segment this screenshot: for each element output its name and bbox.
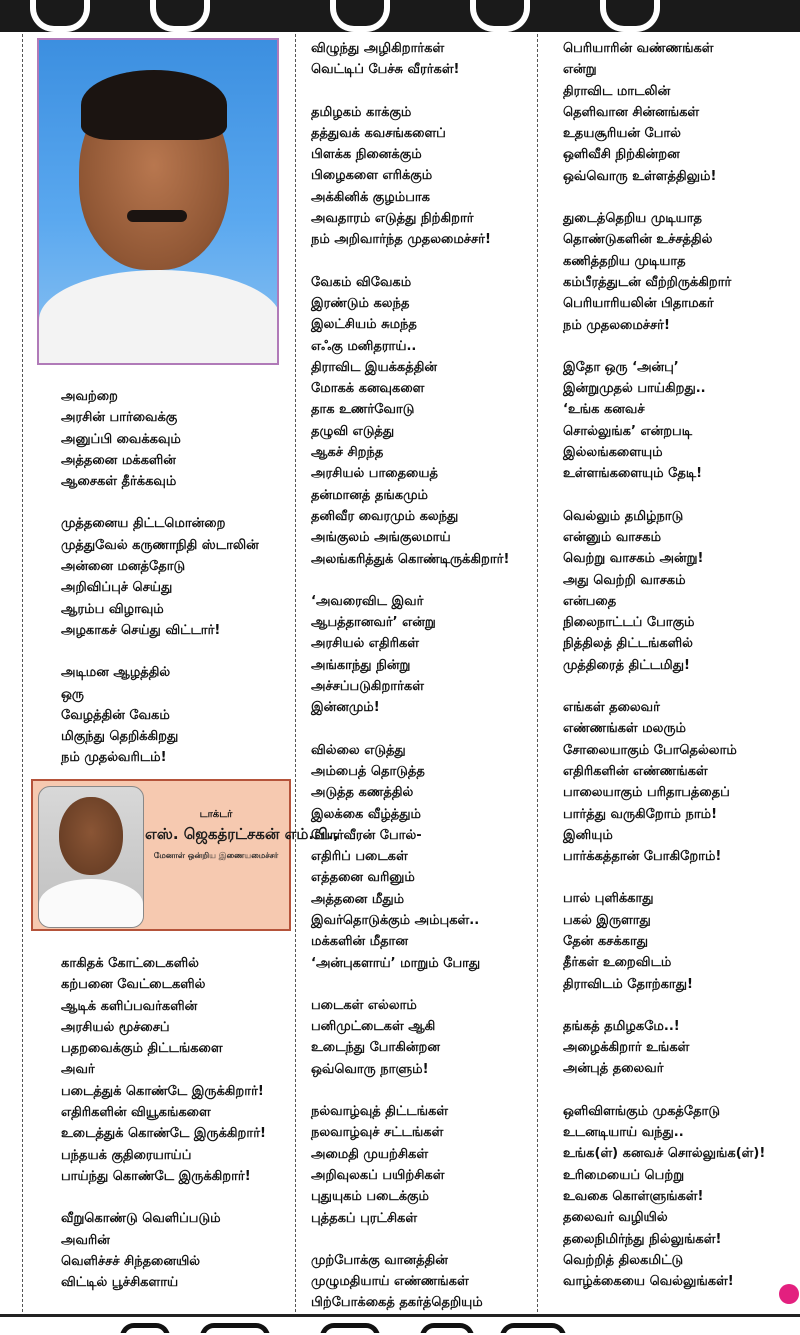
verse-line: அறிவுலகப் பயிற்சிகள்	[311, 1167, 445, 1183]
verse-line: துடைத்தெறிய முடியாத	[563, 211, 703, 227]
stanza	[61, 386, 291, 492]
verse-line: மக்களின் மீதான	[311, 934, 408, 950]
author-byline	[145, 809, 340, 861]
verse-line: பிழைகளை எரிக்கும்	[311, 168, 433, 184]
verse-line: அன்னை மனத்தோடு	[61, 559, 186, 575]
verse-line: பாலையாகும் பரிதாபத்தைப்	[563, 785, 730, 801]
verse-line: புத்தகப் புரட்சிகள்	[311, 1210, 418, 1226]
bottom-headline-band	[0, 1317, 800, 1333]
verse-line: அச்சப்படுகிறார்கள்	[311, 679, 424, 695]
stanza	[311, 272, 536, 570]
verse-line: தங்கத் தமிழகமே..!	[563, 1018, 680, 1034]
verse-line: மோகக் கனவுகளை	[311, 381, 425, 397]
verse-line: உடைந்து போகின்றன	[311, 1040, 440, 1056]
accent-dot	[779, 1284, 799, 1304]
verse-line: ஒவ்வொரு உள்ளத்திலும்!	[563, 168, 717, 184]
verse-line: முத்துவேல் கருணாநிதி ஸ்டாலின்	[61, 537, 259, 553]
verse-line: நித்திலத் திட்டங்களில்	[563, 636, 693, 652]
verse-line: உடனடியாய் வந்து..	[563, 1125, 684, 1141]
verse-line: இவர்தொடுக்கும் அம்புகள்..	[311, 912, 480, 928]
verse-line: உதயசூரியன் போல்	[563, 126, 681, 142]
column-divider	[22, 34, 23, 1312]
verse-line: ஒளிவிளங்கும் முகத்தோடு	[563, 1103, 720, 1119]
headline-glyph	[30, 0, 90, 32]
verse-line: எங்கள் தலைவர்	[563, 700, 660, 716]
verse-line: பந்தயக் குதிரையாய்ப்	[61, 1147, 192, 1163]
chief-minister-photo	[37, 38, 279, 365]
headline-glyph	[600, 0, 660, 32]
verse-line: அமைதி முயற்சிகள்	[311, 1146, 429, 1162]
verse-line: அன்புத் தலைவர்	[563, 1061, 664, 1077]
verse-line: சொல்லுங்க’ என்றபடி	[563, 423, 693, 439]
verse-line: அரசின் பார்வைக்கு	[61, 410, 178, 426]
verse-line: ‘உங்க கனவச்	[563, 402, 645, 418]
verse-line: காகிதக் கோட்டைகளில்	[61, 956, 199, 971]
verse-line: வெற்றித் திலகமிட்டு	[563, 1252, 684, 1268]
verse-line: எதிரிகளின் வியூகங்களை	[61, 1105, 211, 1121]
verse-line: தத்துவக் கவசங்களைப்	[311, 125, 446, 141]
verse-line: அவற்றை	[61, 389, 118, 404]
verse-line: பெரியாரியலின் பிதாமகர்	[563, 296, 714, 312]
verse-line: அறிவிப்புச் செய்து	[61, 580, 173, 596]
verse-line: அழைக்கிறார் உங்கள்	[563, 1040, 690, 1056]
verse-line: அடுத்த கணத்தில்	[311, 785, 414, 801]
verse-line: எத்தனை வரினும்	[311, 870, 415, 886]
verse-line: வேழத்தின் வேகம்	[61, 707, 170, 723]
stanza	[563, 697, 795, 867]
headline-glyph	[470, 0, 530, 32]
verse-line: இன்னமும்!	[311, 700, 380, 716]
verse-line: இனியும்	[563, 827, 613, 843]
verse-line: ஆகச் சிறந்த	[311, 445, 384, 461]
stanza	[311, 1250, 536, 1314]
stanza	[311, 1101, 536, 1229]
verse-line: இரண்டும் கலந்த	[311, 295, 410, 311]
verse-line: பகல் இருளாது	[563, 912, 651, 928]
verse-line: தேன் கசக்காது	[563, 933, 649, 949]
verse-line: கம்பீரத்துடன் வீற்றிருக்கிறார்	[563, 274, 732, 290]
headline-glyph	[330, 0, 390, 32]
column-3	[563, 38, 795, 1313]
verse-line: இன்றுமுதல் பாய்கிறது..	[563, 381, 706, 397]
verse-line: எஃகு மனிதராய்..	[311, 338, 417, 354]
verse-line: போர்வீரன் போல்-	[311, 827, 422, 843]
verse-line: தாக உணர்வோடு	[311, 402, 415, 418]
verse-line: பால் புளிக்காது	[563, 891, 654, 907]
stanza	[311, 995, 536, 1080]
verse-line: தொண்டுகளின் உச்சத்தில்	[563, 232, 713, 248]
stanza	[563, 208, 795, 336]
verse-line: தன்மானத் தங்கமும்	[311, 487, 428, 503]
stanza	[563, 1101, 795, 1293]
author-name: எஸ். ஜெகத்ரட்சகன் எம்.பி.,	[145, 825, 340, 843]
verse-line: பதறவைக்கும் திட்டங்களை	[61, 1041, 223, 1057]
verse-line: அரசியல் எதிரிகள்	[311, 636, 420, 652]
verse-line: உங்க(ள்) கனவச் சொல்லுங்க(ள்)!	[563, 1146, 766, 1162]
author-box	[31, 779, 340, 931]
verse-line: நம் முதல்வரிடம்!	[61, 750, 167, 766]
verse-line: பார்த்து வருகிறோம் நாம்!	[563, 806, 718, 822]
verse-line: நிலைநாட்டப் போகும்	[563, 615, 695, 631]
stanza	[61, 1208, 291, 1293]
headline-glyph	[150, 0, 210, 32]
stanza	[563, 888, 795, 994]
verse-line: அவர்	[61, 1062, 95, 1078]
verse-line: அம்பைத் தொடுத்த	[311, 763, 425, 779]
verse-line: என்பதை	[563, 593, 617, 609]
verse-line: தழுவி எடுத்து	[311, 423, 395, 439]
verse-line: அழகாகச் செய்து விட்டார்!	[61, 622, 221, 638]
verse-line: படைத்துக் கொண்டே இருக்கிறார்!	[61, 1083, 264, 1099]
verse-line: தீர்கள் உறைவிடம்	[563, 955, 672, 971]
verse-line: புதுயுகம் படைக்கும்	[311, 1189, 429, 1205]
verse-line: வீறுகொண்டு வெளிப்படும்	[61, 1211, 221, 1227]
verse-line: நலவாழ்வுச் சட்டங்கள்	[311, 1125, 444, 1141]
stanza	[61, 662, 291, 768]
verse-line: கற்பனை வேட்டைகளில்	[61, 977, 206, 993]
verse-line: பிற்போக்கைத் தகர்த்தெறியும்	[311, 1295, 483, 1311]
photo-moustache	[127, 210, 187, 222]
verse-line: உள்ளங்களையும் தேடி!	[563, 466, 703, 482]
verse-line: உடைத்துக் கொண்டே இருக்கிறார்!	[61, 1126, 266, 1142]
verse-line: படைகள் எல்லாம்	[311, 997, 417, 1013]
column-1-top	[61, 386, 291, 790]
stanza	[61, 953, 291, 1187]
verse-line: அக்கினிக் குழம்பாக	[311, 189, 430, 205]
author-face	[59, 797, 123, 875]
verse-line: ஆசைகள் தீர்க்கவும்	[61, 474, 177, 490]
column-2	[311, 38, 536, 1335]
verse-line: என்று	[563, 62, 597, 78]
verse-line: அவதாரம் எடுத்து நிற்கிறார்	[311, 211, 474, 227]
stanza	[311, 102, 536, 251]
stanza	[311, 740, 536, 974]
verse-line: திராவிட மாடலின்	[563, 83, 671, 99]
verse-line: வில்லை எடுத்து	[311, 742, 406, 758]
verse-line: ஒவ்வொரு நாளும்!	[311, 1061, 429, 1077]
verse-line: தலைவர் வழியில்	[563, 1210, 668, 1226]
verse-line: அங்குலம் அங்குலமாய்	[311, 530, 451, 546]
column-divider	[295, 34, 296, 1312]
stanza	[563, 1016, 795, 1080]
verse-line: விழுந்து அழிகிறார்கள்	[311, 41, 445, 56]
verse-line: ஒளிவீசி நிற்கின்றன	[563, 147, 680, 163]
verse-line: இதோ ஒரு ‘அன்பு’	[563, 359, 679, 375]
photo-hair	[81, 70, 227, 140]
verse-line: அத்தனை மீதும்	[311, 891, 405, 907]
verse-line: அலங்கரித்துக் கொண்டிருக்கிறார்!	[311, 551, 510, 567]
verse-line: முற்போக்கு வானத்தின்	[311, 1252, 448, 1268]
verse-line: அவரின்	[61, 1232, 110, 1248]
verse-line: முத்தனைய திட்டமொன்றை	[61, 516, 226, 532]
verse-line: பார்க்கத்தான் போகிறோம்!	[563, 849, 722, 865]
verse-line: பாய்ந்து கொண்டே இருக்கிறார்!	[61, 1168, 251, 1184]
column-1-bottom	[61, 953, 291, 1314]
verse-line: அரசியல் பாதையைத்	[311, 466, 438, 482]
verse-line: தலைநிமிர்ந்து நில்லுங்கள்!	[563, 1231, 722, 1247]
verse-line: வெல்லும் தமிழ்நாடு	[563, 508, 684, 524]
stanza	[311, 591, 536, 719]
verse-line: இலட்சியம் சுமந்த	[311, 317, 417, 333]
verse-line: அடிமன ஆழத்தில்	[61, 665, 171, 681]
author-shirt	[39, 879, 143, 928]
verse-line: என்னும் வாசகம்	[563, 529, 662, 545]
verse-line: மிகுந்து தெறிக்கிறது	[61, 729, 179, 745]
verse-line: எதிரிகளின் எண்ணங்கள்	[563, 763, 708, 779]
photo-shirt	[39, 270, 279, 365]
column-divider	[537, 34, 538, 1312]
verse-line: ஆடிக் களிப்பவர்களின்	[61, 998, 198, 1014]
verse-line: எதிரிப் படைகள்	[311, 849, 408, 865]
verse-line: முத்திரைத் திட்டமிது!	[563, 657, 690, 673]
verse-line: வெளிச்சச் சிந்தனையில்	[61, 1253, 201, 1269]
verse-line: நம் முதலமைச்சர்!	[563, 317, 670, 333]
verse-line: எண்ணங்கள் மலரும்	[563, 721, 686, 737]
verse-line: பனிமுட்டைகள் ஆகி	[311, 1019, 436, 1035]
verse-line: தமிழகம் காக்கும்	[311, 104, 412, 120]
verse-line: தெளிவான சின்னங்கள்	[563, 104, 700, 120]
verse-line: அரசியல் மூச்சைப்	[61, 1019, 170, 1035]
stanza	[563, 38, 795, 187]
headline-glyph	[420, 1323, 474, 1333]
verse-line: உவகை கொள்ளுங்கள்!	[563, 1188, 704, 1204]
verse-line: வெட்டிப் பேச்சு வீரர்கள்!	[311, 62, 460, 78]
headline-glyph	[200, 1323, 270, 1333]
verse-line: திராவிட இயக்கத்தின்	[311, 359, 437, 375]
verse-line: வெற்று வாசகம் அன்று!	[563, 551, 704, 567]
stanza	[563, 357, 795, 485]
verse-line: பிளக்க நினைக்கும்	[311, 147, 422, 163]
verse-line: வாழ்க்கையை வெல்லுங்கள்!	[563, 1274, 734, 1290]
verse-line: ‘அவரைவிட இவர்	[311, 593, 424, 609]
stanza	[61, 513, 291, 641]
headline-glyph	[120, 1323, 170, 1333]
verse-line: இலக்கை வீழ்த்தும்	[311, 806, 421, 822]
author-title: டாக்டர்	[199, 809, 233, 820]
author-role: மேனாள் ஒன்றிய இணையமைச்சர்	[153, 851, 279, 860]
verse-line: தனிவீர வைரமும் கலந்து	[311, 508, 459, 524]
verse-line: உரிமையைப் பெற்று	[563, 1167, 685, 1183]
stanza	[311, 38, 536, 81]
verse-line: இல்லங்களையும்	[563, 445, 663, 461]
author-photo	[38, 786, 144, 928]
verse-line: முழுமதியாய் எண்ணங்கள்	[311, 1274, 469, 1290]
verse-line: சோலையாகும் போதெல்லாம்	[563, 742, 737, 758]
verse-line: ஆரம்ப விழாவும்	[61, 601, 164, 617]
verse-line: வேகம் விவேகம்	[311, 274, 412, 290]
verse-line: அங்காந்து நின்று	[311, 657, 411, 673]
verse-line: அத்தனை மக்களின்	[61, 452, 176, 468]
verse-line: ஆபத்தானவர்’ என்று	[311, 615, 436, 631]
verse-line: நல்வாழ்வுத் திட்டங்கள்	[311, 1104, 449, 1120]
headline-glyph	[320, 1323, 380, 1333]
verse-line: அனுப்பி வைக்கவும்	[61, 431, 181, 447]
top-banner	[0, 0, 800, 32]
stanza	[563, 506, 795, 676]
verse-line: விட்டில் பூச்சிகளாய்	[61, 1275, 179, 1291]
verse-line: ‘அன்புகளாய்’ மாறும் போது	[311, 955, 481, 971]
headline-glyph	[500, 1323, 566, 1333]
verse-line: பெரியாரின் வண்ணங்கள்	[563, 41, 714, 56]
verse-line: நம் அறிவார்ந்த முதலமைச்சர்!	[311, 232, 491, 248]
verse-line: ஒரு	[61, 686, 84, 702]
verse-line: திராவிடம் தோற்காது!	[563, 976, 693, 992]
verse-line: கணித்தறிய முடியாத	[563, 253, 686, 269]
verse-line: அது வெற்றி வாசகம்	[563, 572, 686, 588]
